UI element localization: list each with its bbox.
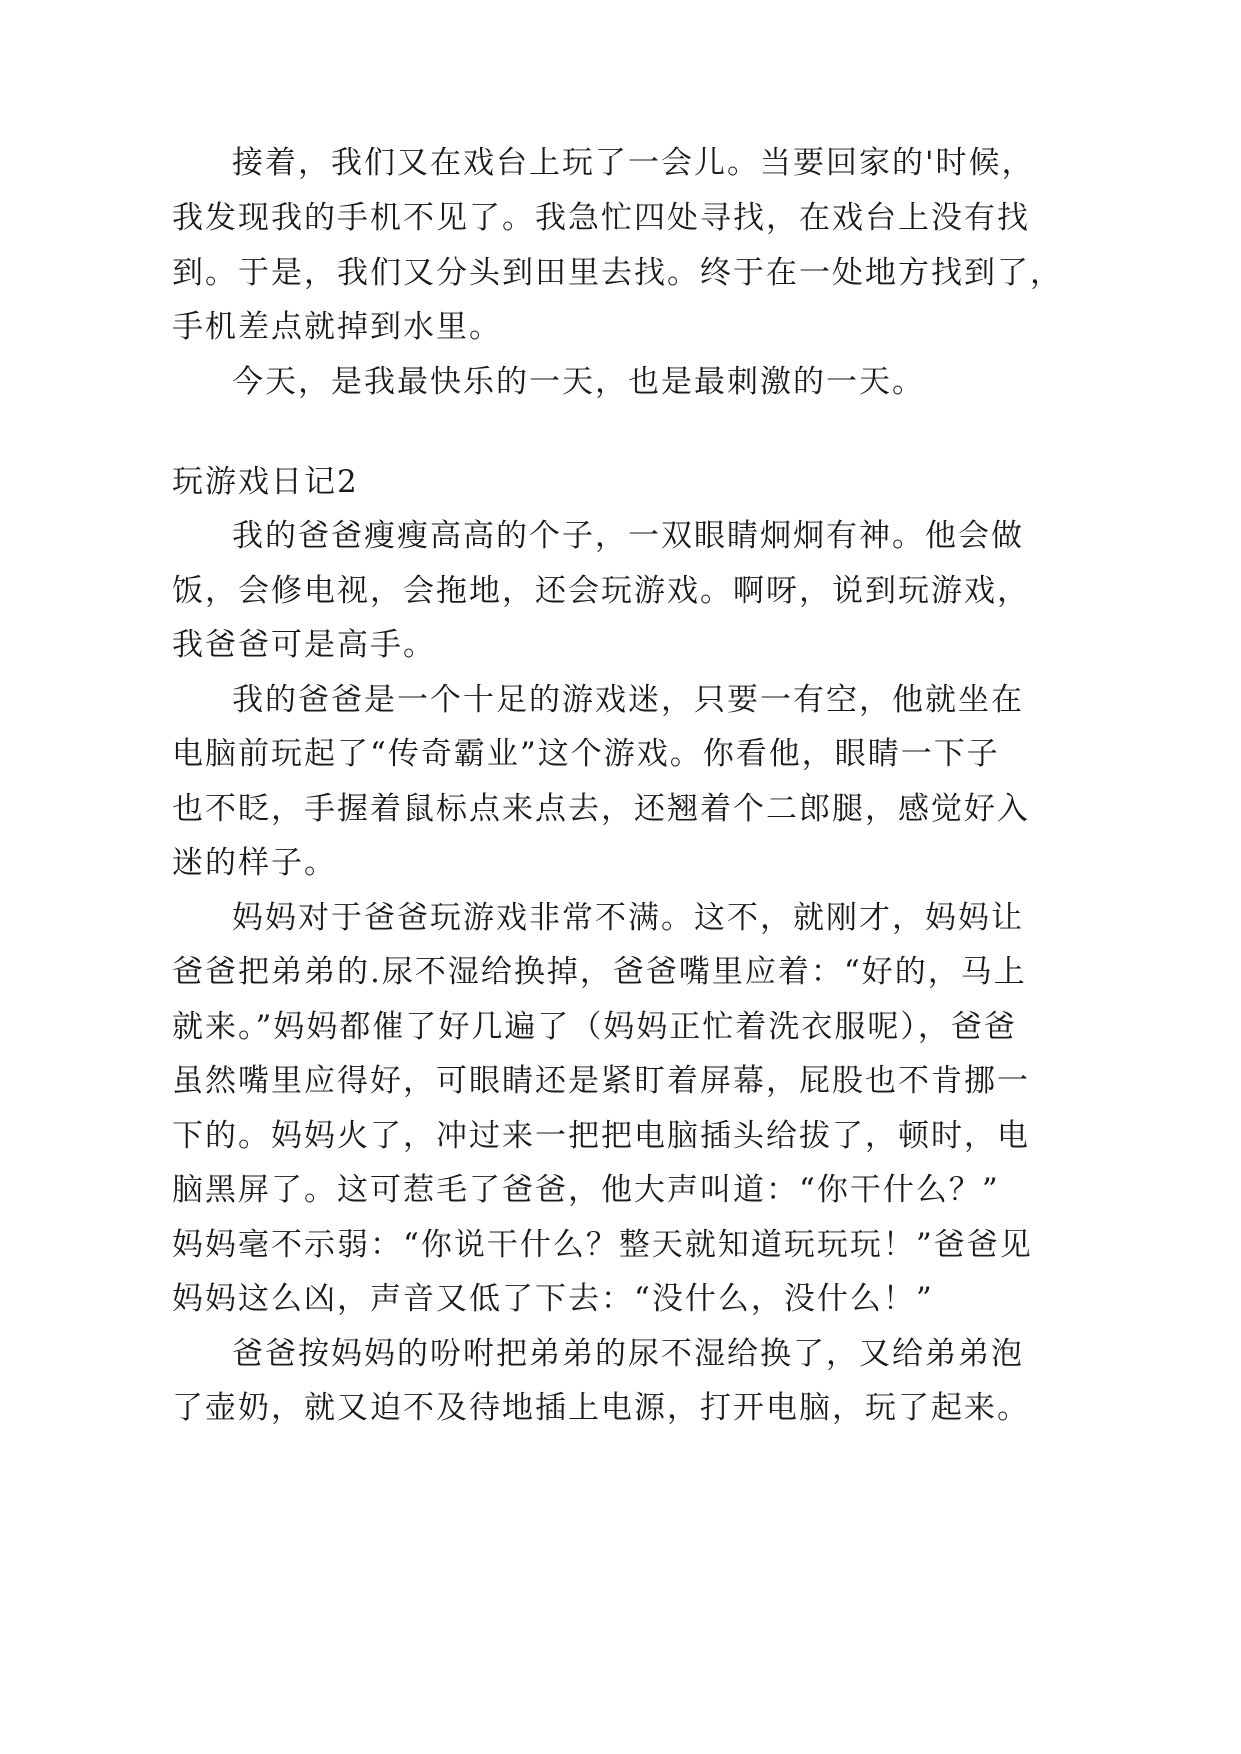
paragraph-line: 我发现我的手机不见了。我急忙四处寻找，在戏台上没有找	[172, 200, 1030, 236]
paragraph-line: 爸爸把弟弟的.尿不湿给换掉，爸爸嘴里应着：“好的，马上	[172, 954, 1027, 990]
paragraph-line: 妈妈这么凶，声音又低了下去：“没什么，没什么！”	[172, 1281, 934, 1317]
paragraph-line: 妈妈毫不示弱：“你说干什么？整天就知道玩玩玩！”爸爸见	[172, 1227, 1033, 1263]
paragraph-line: 下的。妈妈火了，冲过来一把把电脑插头给拔了，顿时，电	[172, 1118, 1030, 1154]
paragraph-line: 也不眨，手握着鼠标点来点去，还翘着个二郎腿，感觉好入	[172, 791, 1030, 827]
paragraph-line: 到。于是，我们又分头到田里去找。终于在一处地方找到了，	[172, 255, 1063, 291]
paragraph-line: 今天，是我最快乐的一天，也是最刺激的一天。	[232, 364, 925, 400]
section-title: 玩游戏日记2	[172, 464, 359, 500]
paragraph-line: 手机差点就掉到水里。	[172, 309, 502, 345]
paragraph-line: 迷的样子。	[172, 845, 337, 881]
paragraph-line: 我的爸爸是一个十足的游戏迷，只要一有空，他就坐在	[232, 682, 1024, 718]
paragraph-line: 我爸爸可是高手。	[172, 627, 436, 663]
paragraph-line: 爸爸按妈妈的吩咐把弟弟的尿不湿给换了，又给弟弟泡	[232, 1336, 1024, 1372]
paragraph-line: 妈妈对于爸爸玩游戏非常不满。这不，就刚才，妈妈让	[232, 900, 1024, 936]
paragraph-line: 脑黑屏了。这可惹毛了爸爸，他大声叫道：“你干什么？”	[172, 1172, 1000, 1208]
paragraph-line: 就来。”妈妈都催了好几遍了（妈妈正忙着洗衣服呢），爸爸	[172, 1009, 1017, 1045]
paragraph-line: 饭，会修电视，会拖地，还会玩游戏。啊呀，说到玩游戏，	[172, 573, 1030, 609]
paragraph-line: 我的爸爸瘦瘦高高的个子，一双眼睛炯炯有神。他会做	[232, 518, 1024, 554]
paragraph-line: 虽然嘴里应得好，可眼睛还是紧盯着屏幕，屁股也不肯挪一	[172, 1063, 1030, 1099]
paragraph-line: 电脑前玩起了“传奇霸业”这个游戏。你看他，眼睛一下子	[172, 736, 1000, 772]
paragraph-line: 了壶奶，就又迫不及待地插上电源，打开电脑，玩了起来。	[172, 1390, 1030, 1426]
paragraph-line: 接着，我们又在戏台上玩了一会儿。当要回家的'时候，	[232, 145, 1035, 181]
